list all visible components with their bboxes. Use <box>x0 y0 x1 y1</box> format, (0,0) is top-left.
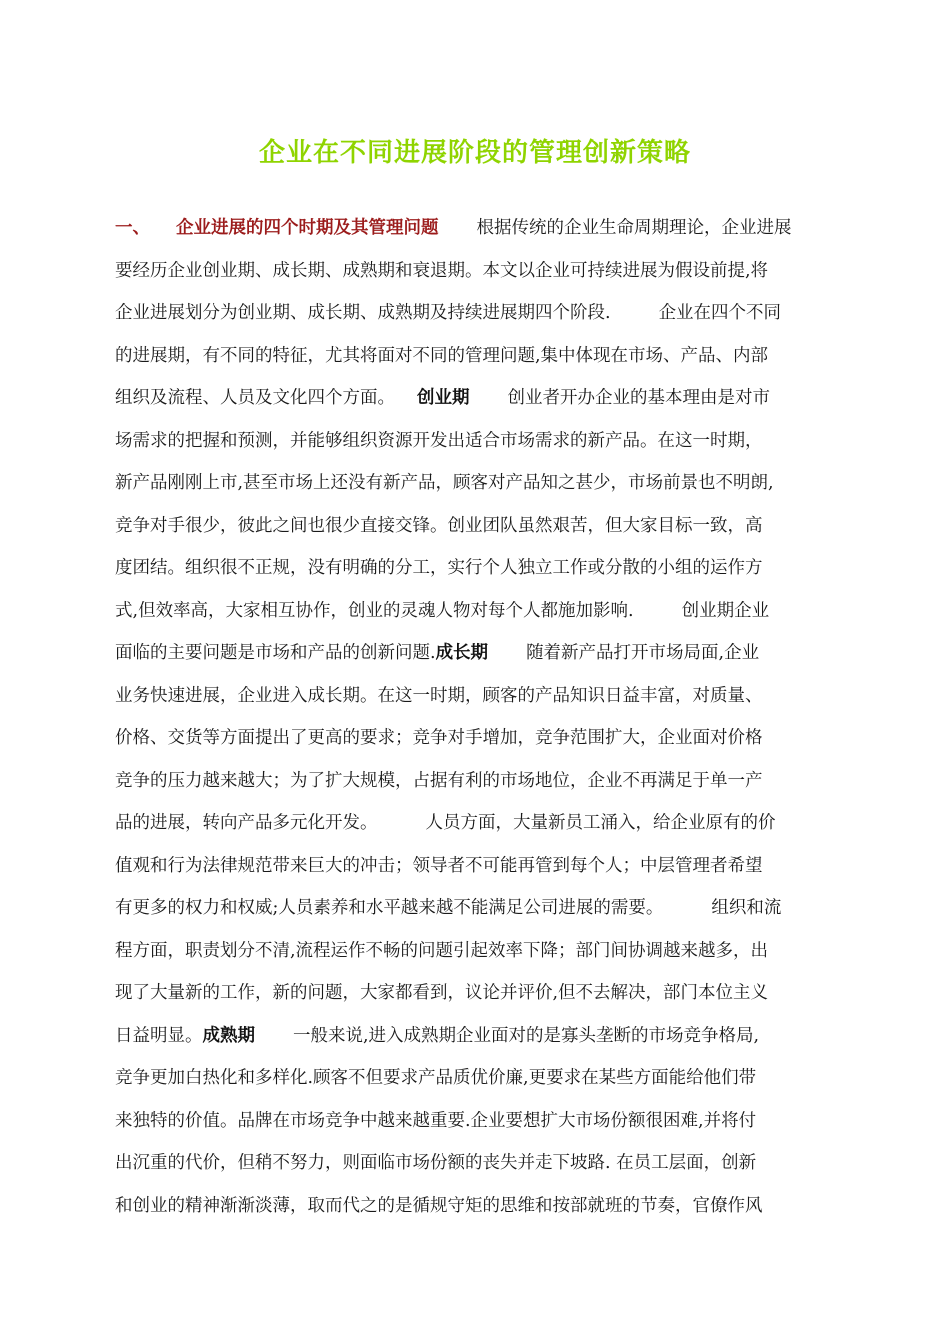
paragraph-text: 日益明显。 <box>115 1025 203 1046</box>
document-body <box>115 214 855 1234</box>
text-line: 出沉重的代价，但稍不努力，则面临市场份额的丧失并走下坡路. 在员工层面，创新 <box>115 1153 757 1173</box>
text-line <box>115 214 855 257</box>
stage-heading-growth: 成长期 <box>435 643 489 663</box>
text-line: 值观和行为法律规范带来巨大的冲击；领导者不可能再管到每个人；中层管理者希望 <box>115 855 763 876</box>
text-line: 业务快速进展，企业进入成长期。在这一时期，顾客的产品知识日益丰富，对质量、 <box>115 685 763 706</box>
paragraph-text: 组织和流 <box>711 898 782 918</box>
paragraph-text: 组织及流程、人员及文化四个方面。 <box>115 388 395 408</box>
paragraph-text: 创业者开办企业的基本理由是对市 <box>507 388 770 408</box>
text-line <box>115 299 855 342</box>
text-line: 竞争的压力越来越大；为了扩大规模，占据有利的市场地位，企业不再满足于单一产 <box>115 770 763 791</box>
text-line <box>115 384 855 427</box>
text-line <box>115 809 855 852</box>
text-line: 竞争更加白热化和多样化.顾客不但要求产品质优价廉,更要求在某些方面能给他们带 <box>115 1068 757 1088</box>
text-line <box>115 597 855 640</box>
text-line <box>115 894 855 937</box>
text-line: 程方面，职责划分不清,流程运作不畅的问题引起效率下降；部门间协调越来越多，出 <box>115 940 769 961</box>
paragraph-text: 创业期企业 <box>681 600 770 621</box>
text-line: 和创业的精神渐渐淡薄，取而代之的是循规守矩的思维和按部就班的节奏，官僚作风 <box>115 1195 763 1216</box>
text-line: 新产品刚刚上市,甚至市场上还没有新产品，顾客对产品知之甚少，市场前景也不明朗, <box>115 473 774 493</box>
paragraph-text: 有更多的权力和权威;人员素养和水平越来越不能满足公司进展的需要。 <box>115 898 664 918</box>
paragraph-text: 根据传统的企业生命周期理论，企业进展 <box>476 218 792 238</box>
document-title: 企业在不同进展阶段的管理创新策略 <box>258 138 691 168</box>
text-line <box>115 639 855 682</box>
text-line: 价格、交货等方面提出了更高的要求；竞争对手增加，竞争范围扩大，企业面对价格 <box>115 728 763 748</box>
paragraph-text: 品的进展，转向产品多元化开发。 <box>115 813 378 833</box>
text-line: 要经历企业创业期、成长期、成熟期和衰退期。本文以企业可持续进展为假设前提,将 <box>115 260 769 281</box>
paragraph-text: 企业进展划分为创业期、成长期、成熟期及持续进展期四个阶段. <box>115 303 611 323</box>
paragraph-text: 式,但效率高，大家相互协作，创业的灵魂人物对每个人都施加影响. <box>115 600 634 621</box>
stage-heading-maturity: 成熟期 <box>202 1025 255 1046</box>
text-line: 度团结。组织很不正规，没有明确的分工，实行个人独立工作或分散的小组的运作方 <box>115 558 763 578</box>
text-line: 现了大量新的工作，新的问题，大家都看到，议论并评价,但不去解决，部门本位主义 <box>115 983 769 1003</box>
section-heading: 企业进展的四个时期及其管理问题 <box>176 218 439 238</box>
text-line: 场需求的把握和预测，并能够组织资源开发出适合市场需求的新产品。在这一时期， <box>115 430 763 451</box>
section-number: 一、 <box>115 218 150 238</box>
paragraph-text: 一般来说,进入成熟期企业面对的是寡头垄断的市场竞争格局, <box>293 1025 760 1046</box>
text-line: 来独特的价值。品牌在市场竞争中越来越重要.企业要想扩大市场份额很困难,并将付 <box>115 1110 757 1131</box>
stage-heading-startup: 创业期 <box>417 388 470 408</box>
paragraph-text: 随着新产品打开市场局面,企业 <box>526 643 760 663</box>
paragraph-text: 面临的主要问题是市场和产品的创新问题. <box>115 643 436 663</box>
text-line: 竞争对手很少，彼此之间也很少直接交锋。创业团队虽然艰苦，但大家目标一致，高 <box>115 515 763 536</box>
paragraph-text: 人员方面，大量新员工涌入，给企业原有的价 <box>425 813 776 833</box>
text-line <box>115 1022 855 1065</box>
text-line: 的进展期，有不同的特征，尤其将面对不同的管理问题,集中体现在市场、产品、内部 <box>115 345 769 366</box>
paragraph-text: 企业在四个不同 <box>658 303 782 323</box>
